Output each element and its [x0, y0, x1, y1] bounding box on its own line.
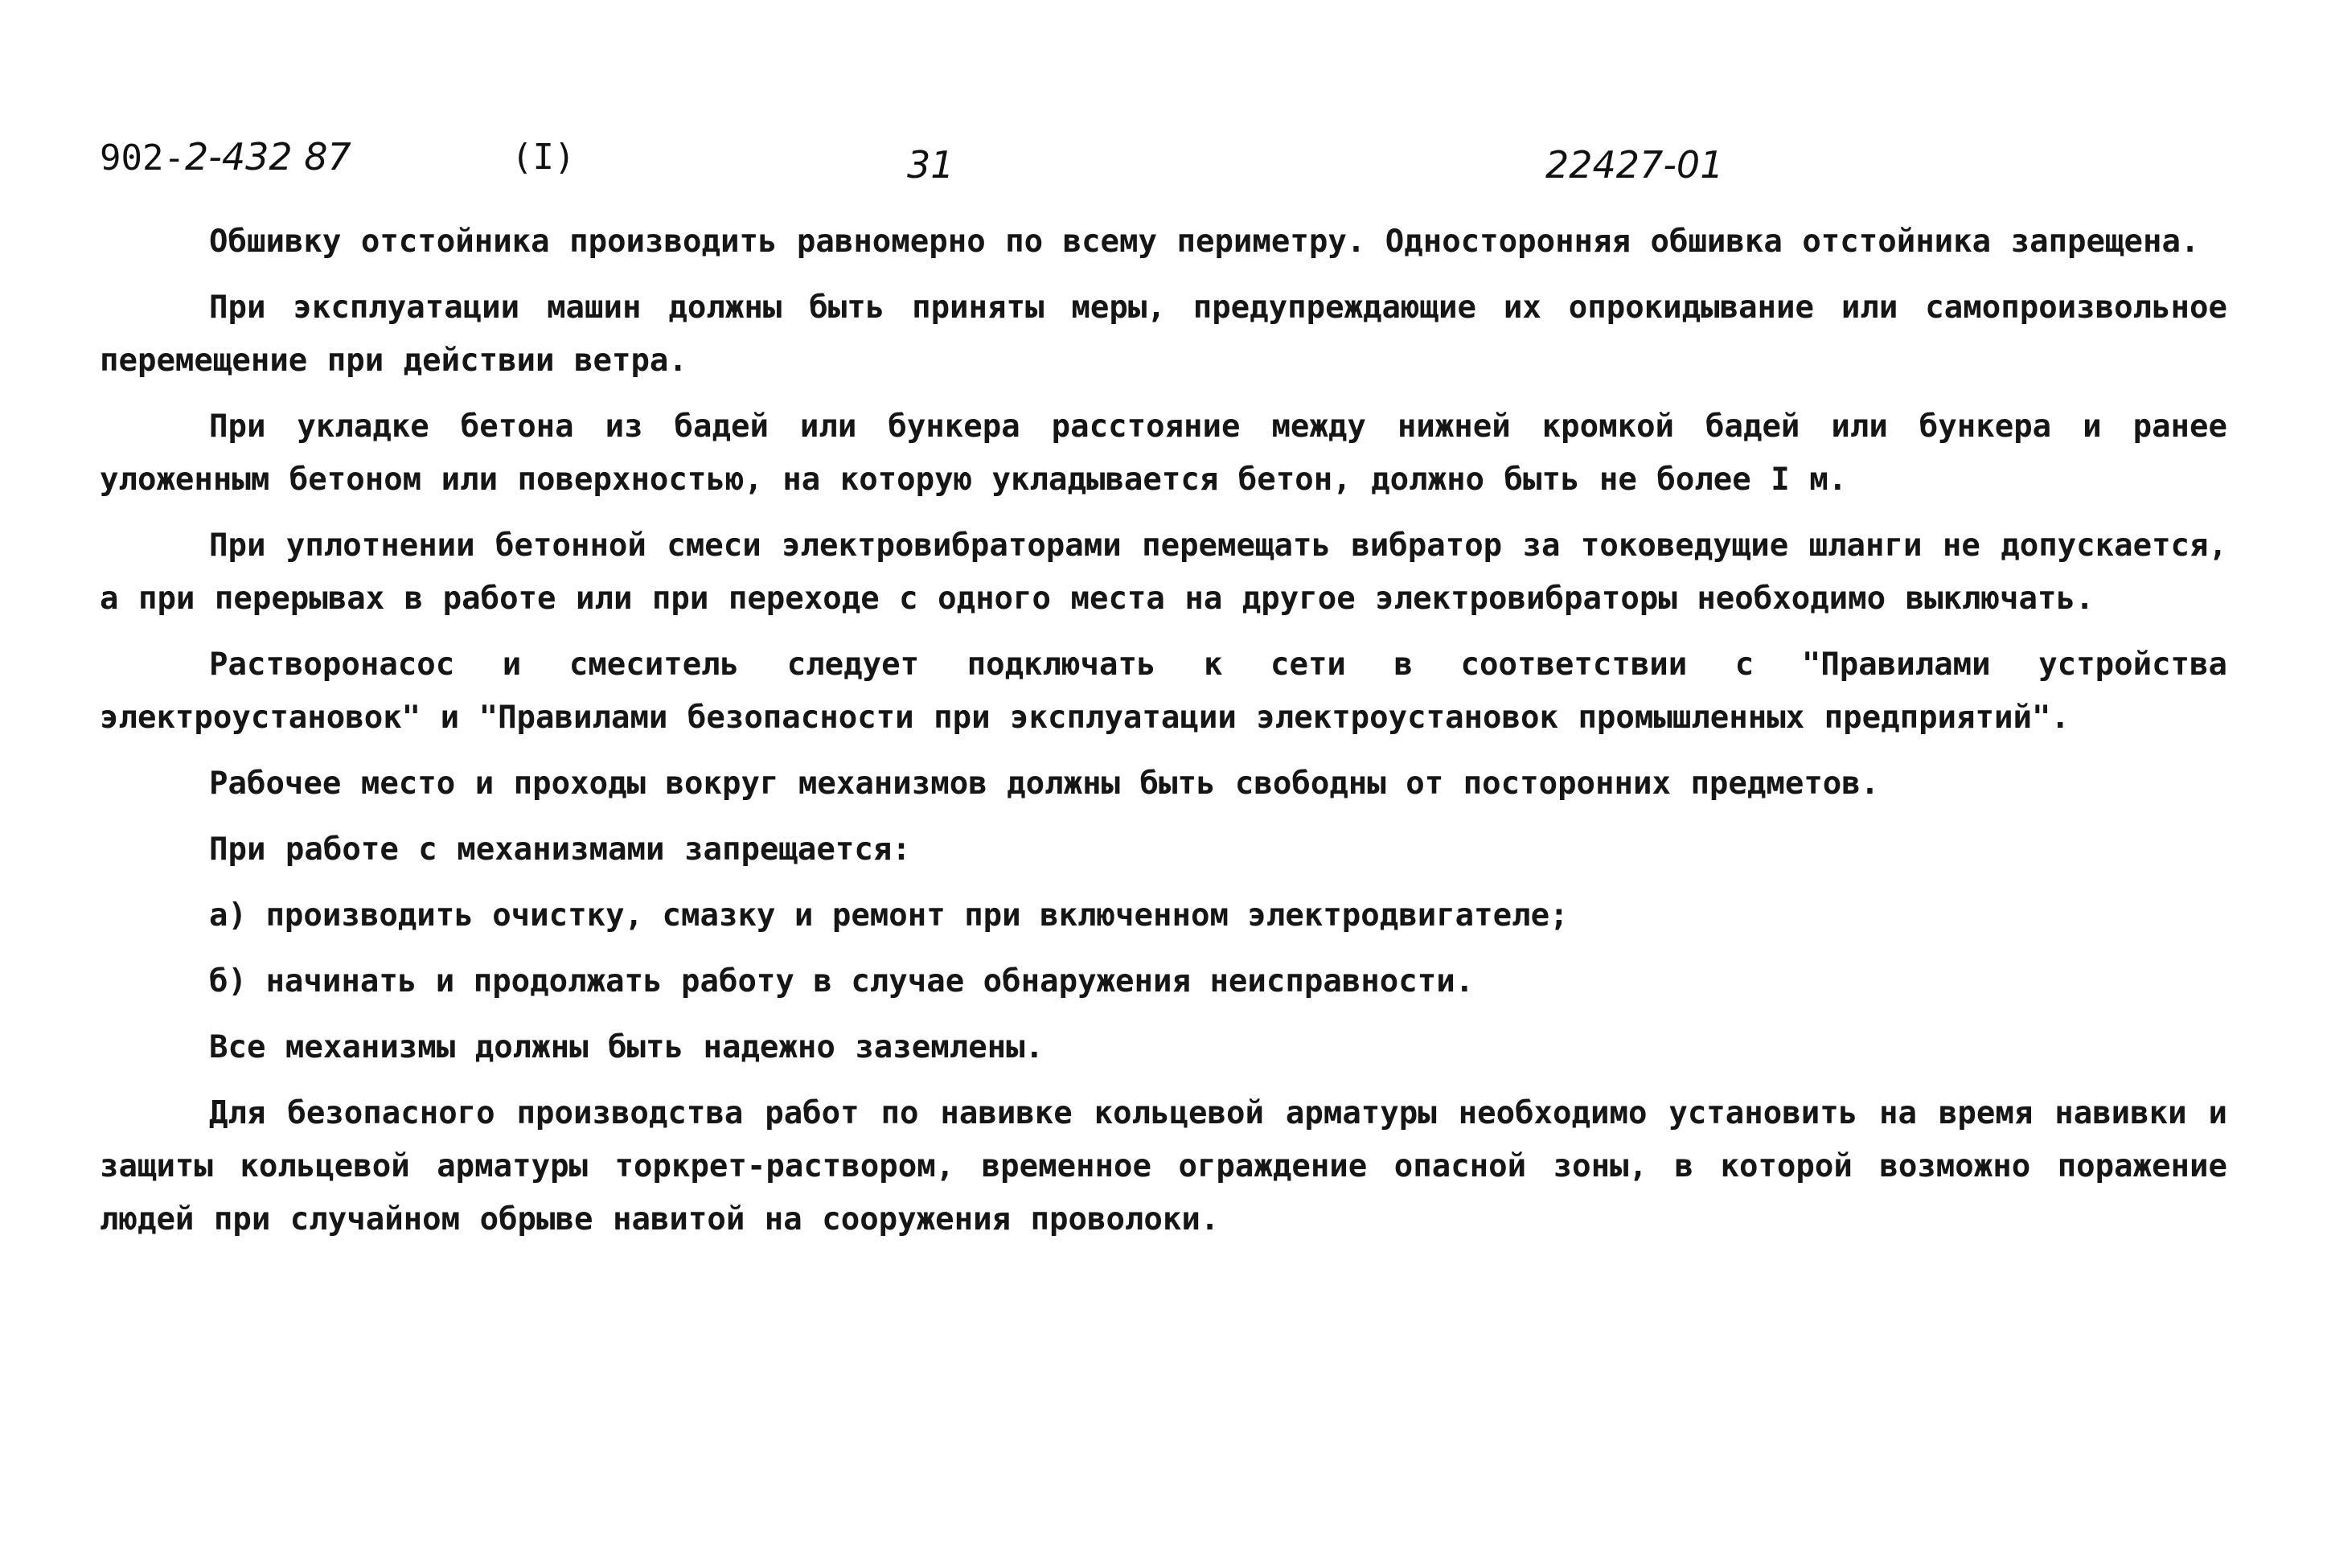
paragraph-sheathing: Обшивку отстойника производить равномерно по всему периметру. Односторонняя обшивка отстойника запрещена. [209, 224, 2200, 260]
paragraph-vibrator: При уплотнении бетонной смеси электровибраторами перемещать вибратор за токоведущие шланги не допускается, а при перерывах в работе или при переходе с одного места на другое электровибраторы необходимо выключать. [100, 527, 2227, 617]
paragraph-machine-operation: При эксплуатации машин должны быть приняты меры, предупреждающие их опрокидывание или самопроизвольное перемещение при действии ветра. [100, 289, 2227, 379]
header-inventory-number: 22427-01 [1545, 143, 1724, 187]
paragraph-ring-reinforcement: Для безопасного производства работ по навивке кольцевой арматуры необходимо установить на время навивки и защиты кольцевой арматуры торкрет-раствором, временное ограждение опасной зоны, в которой возможно поражение людей при случайном обрыве навитой на сооружения проволоки. [100, 1095, 2227, 1238]
paragraph-grounding: Все механизмы должны быть надежно заземлены. [209, 1029, 1044, 1065]
header-volume: (I) [511, 137, 576, 178]
list-item-malfunction: б) начинать и продолжать работу в случае обнаружения неисправности. [209, 963, 1475, 999]
header-code-handwritten: 2-432 87 [184, 135, 351, 179]
paragraph-workplace: Рабочее место и проходы вокруг механизмов должны быть свободны от посторонних предметов. [209, 766, 1880, 802]
paragraph-prohibited-header: При работе с механизмами запрещается: [209, 831, 911, 868]
header-code [100, 135, 351, 179]
header-page-number: 31 [907, 143, 954, 187]
list-item-cleaning: а) производить очистку, смазку и ремонт при включенном электродвигателе; [209, 897, 1569, 934]
paragraph-concrete-placement: При укладке бетона из бадей или бункера расстояние между нижней кромкой бадей или бункера и ранее уложенным бетоном или поверхностью, на которую укладывается бетон, должно быть не более I м. [100, 408, 2227, 498]
document-body [100, 215, 2227, 1259]
paragraph-mortar-pump: Растворонасос и смеситель следует подключать к сети в соответствии с "Правилами устройства электроустановок" и "Правилами безопасности при эксплуатации электроустановок промышленных предприятий". [100, 646, 2227, 736]
header-code-printed: 902- [100, 138, 185, 179]
